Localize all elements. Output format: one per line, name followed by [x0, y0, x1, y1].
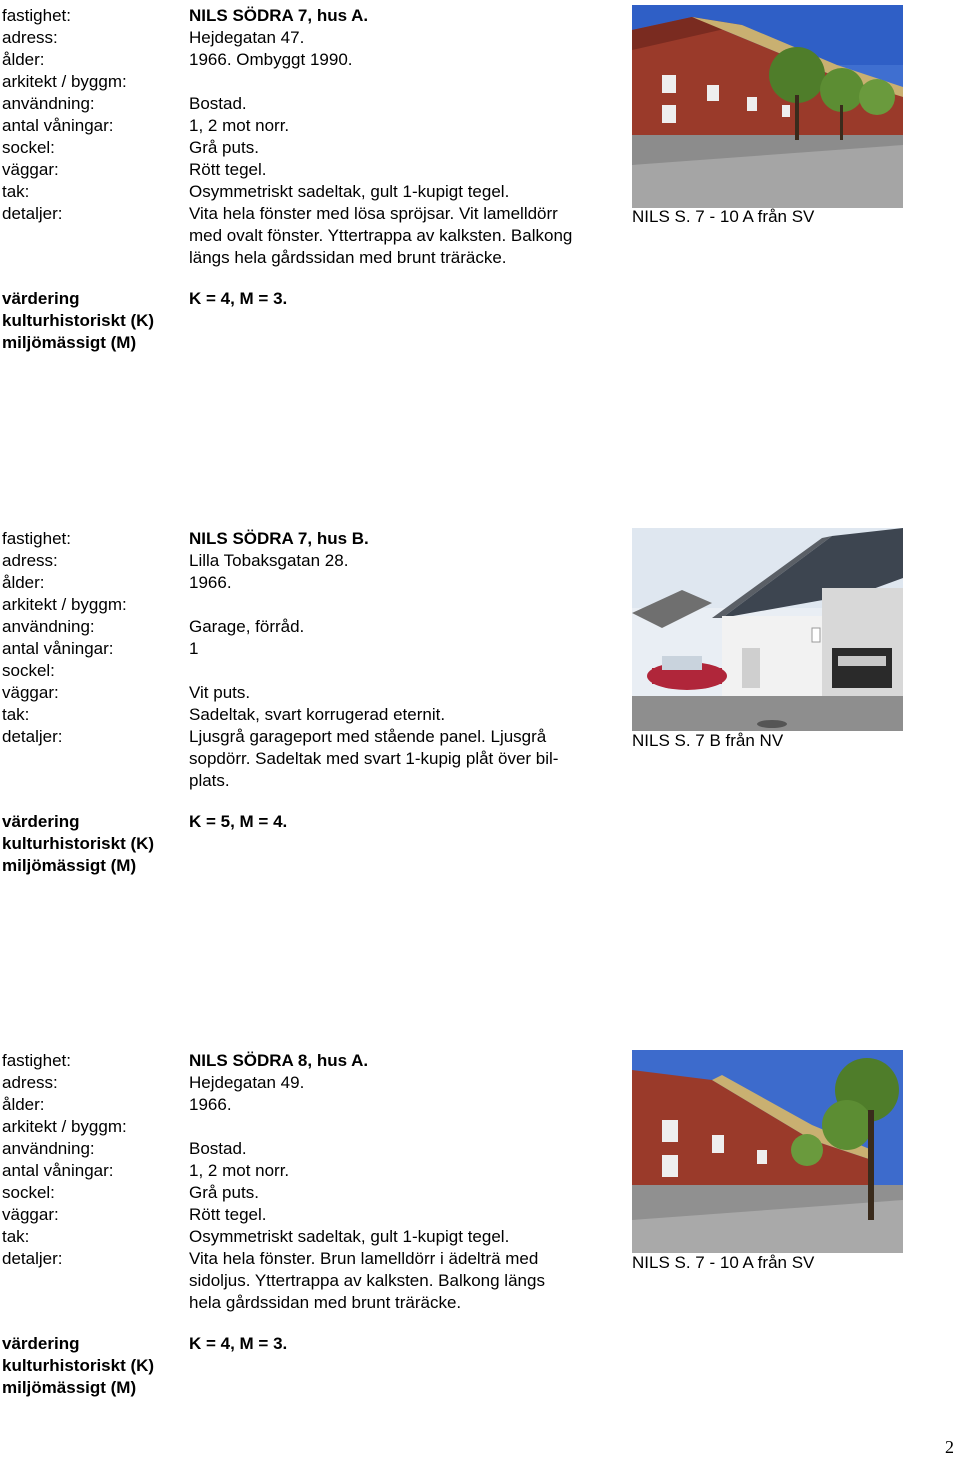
value-sockel: Grå puts.	[189, 138, 259, 157]
label-anvandning: användning:	[2, 617, 95, 636]
photo-caption: NILS S. 7 B från NV	[632, 731, 784, 750]
value-vardering: K = 4, M = 3.	[189, 289, 288, 308]
value-anvandning: Garage, förråd.	[189, 617, 305, 636]
value-vaningar: 1	[189, 639, 199, 658]
photo-garage	[632, 528, 903, 731]
label-vaggar: väggar:	[2, 160, 59, 179]
value-alder: 1966. Ombyggt 1990.	[189, 50, 353, 69]
value-vaningar: 1, 2 mot norr.	[189, 1161, 290, 1180]
label-vaningar: antal våningar:	[2, 116, 114, 135]
detaljer-line: plats.	[189, 771, 230, 790]
label-sockel: sockel:	[2, 1183, 55, 1202]
detaljer-line: Ljusgrå garageport med stående panel. Ljusgrå	[189, 727, 547, 746]
value-fastighet: NILS SÖDRA 7, hus B.	[189, 529, 369, 548]
label-alder: ålder:	[2, 50, 45, 69]
value-vardering: K = 5, M = 4.	[189, 812, 288, 831]
value-vaggar: Rött tegel.	[189, 160, 267, 179]
photo-caption: NILS S. 7 - 10 A från SV	[632, 207, 815, 226]
label-detaljer: detaljer:	[2, 1249, 63, 1268]
label-vaggar: väggar:	[2, 1205, 59, 1224]
rating-labels	[2, 288, 154, 354]
detaljer-line: hela gårdssidan med brunt träräcke.	[189, 1293, 462, 1312]
property-entry-2	[0, 528, 960, 878]
label-fastighet: fastighet:	[2, 6, 71, 25]
label-tak: tak:	[2, 705, 30, 724]
page-number: 2	[945, 1437, 954, 1457]
label-adress: adress:	[2, 1073, 58, 1092]
value-tak: Osymmetriskt sadeltak, gult 1-kupigt tegel.	[189, 1227, 510, 1246]
value-detaljer	[189, 203, 619, 269]
value-adress: Hejdegatan 47.	[189, 28, 305, 47]
value-adress: Hejdegatan 49.	[189, 1073, 305, 1092]
label-sockel: sockel:	[2, 661, 55, 680]
rating-labels	[2, 811, 154, 877]
label-anvandning: användning:	[2, 1139, 95, 1158]
value-alder: 1966.	[189, 573, 232, 592]
photo-brick-houses	[632, 5, 903, 208]
value-fastighet: NILS SÖDRA 7, hus A.	[189, 6, 369, 25]
label-arkitekt: arkitekt / byggm:	[2, 72, 127, 91]
detaljer-line: med ovalt fönster. Yttertrappa av kalksten. Balkong	[189, 226, 573, 245]
label-kulturhistoriskt: kulturhistoriskt (K)	[2, 1356, 155, 1375]
value-detaljer	[189, 726, 619, 792]
label-vardering: värdering	[2, 812, 80, 831]
label-kulturhistoriskt: kulturhistoriskt (K)	[2, 834, 155, 853]
label-miljomassigt: miljömässigt (M)	[2, 856, 137, 875]
label-tak: tak:	[2, 182, 30, 201]
label-vardering: värdering	[2, 1334, 80, 1353]
value-vaningar: 1, 2 mot norr.	[189, 116, 290, 135]
label-adress: adress:	[2, 551, 58, 570]
label-miljomassigt: miljömässigt (M)	[2, 333, 137, 352]
label-vaningar: antal våningar:	[2, 639, 114, 658]
value-alder: 1966.	[189, 1095, 232, 1114]
property-entry-1	[0, 5, 960, 355]
detaljer-line: Vita hela fönster med lösa spröjsar. Vit lamelldörr	[189, 204, 558, 223]
label-arkitekt: arkitekt / byggm:	[2, 595, 127, 614]
value-vardering: K = 4, M = 3.	[189, 1334, 288, 1353]
value-vaggar: Vit puts.	[189, 683, 251, 702]
detaljer-line: Vita hela fönster. Brun lamelldörr i ädelträ med	[189, 1249, 539, 1268]
label-anvandning: användning:	[2, 94, 95, 113]
label-fastighet: fastighet:	[2, 529, 71, 548]
label-alder: ålder:	[2, 1095, 45, 1114]
label-alder: ålder:	[2, 573, 45, 592]
label-fastighet: fastighet:	[2, 1051, 71, 1070]
value-tak: Sadeltak, svart korrugerad eternit.	[189, 705, 446, 724]
label-tak: tak:	[2, 1227, 30, 1246]
label-arkitekt: arkitekt / byggm:	[2, 1117, 127, 1136]
label-vaningar: antal våningar:	[2, 1161, 114, 1180]
photo-brick-houses	[632, 1050, 903, 1253]
label-adress: adress:	[2, 28, 58, 47]
label-sockel: sockel:	[2, 138, 55, 157]
detaljer-line: längs hela gårdssidan med brunt träräcke.	[189, 248, 507, 267]
value-anvandning: Bostad.	[189, 1139, 247, 1158]
value-sockel: Grå puts.	[189, 1183, 259, 1202]
rating-labels	[2, 1333, 154, 1399]
label-vaggar: väggar:	[2, 683, 59, 702]
label-detaljer: detaljer:	[2, 727, 63, 746]
value-adress: Lilla Tobaksgatan 28.	[189, 551, 349, 570]
property-entry-3	[0, 1050, 960, 1400]
value-vaggar: Rött tegel.	[189, 1205, 267, 1224]
detaljer-line: sidoljus. Yttertrappa av kalksten. Balkong längs	[189, 1271, 545, 1290]
detaljer-line: sopdörr. Sadeltak med svart 1-kupig plåt över bil-	[189, 749, 559, 768]
value-anvandning: Bostad.	[189, 94, 247, 113]
label-miljomassigt: miljömässigt (M)	[2, 1378, 137, 1397]
label-kulturhistoriskt: kulturhistoriskt (K)	[2, 311, 155, 330]
value-detaljer	[189, 1248, 619, 1314]
photo-caption: NILS S. 7 - 10 A från SV	[632, 1253, 815, 1272]
label-vardering: värdering	[2, 289, 80, 308]
label-detaljer: detaljer:	[2, 204, 63, 223]
value-fastighet: NILS SÖDRA 8, hus A.	[189, 1051, 369, 1070]
value-tak: Osymmetriskt sadeltak, gult 1-kupigt tegel.	[189, 182, 510, 201]
